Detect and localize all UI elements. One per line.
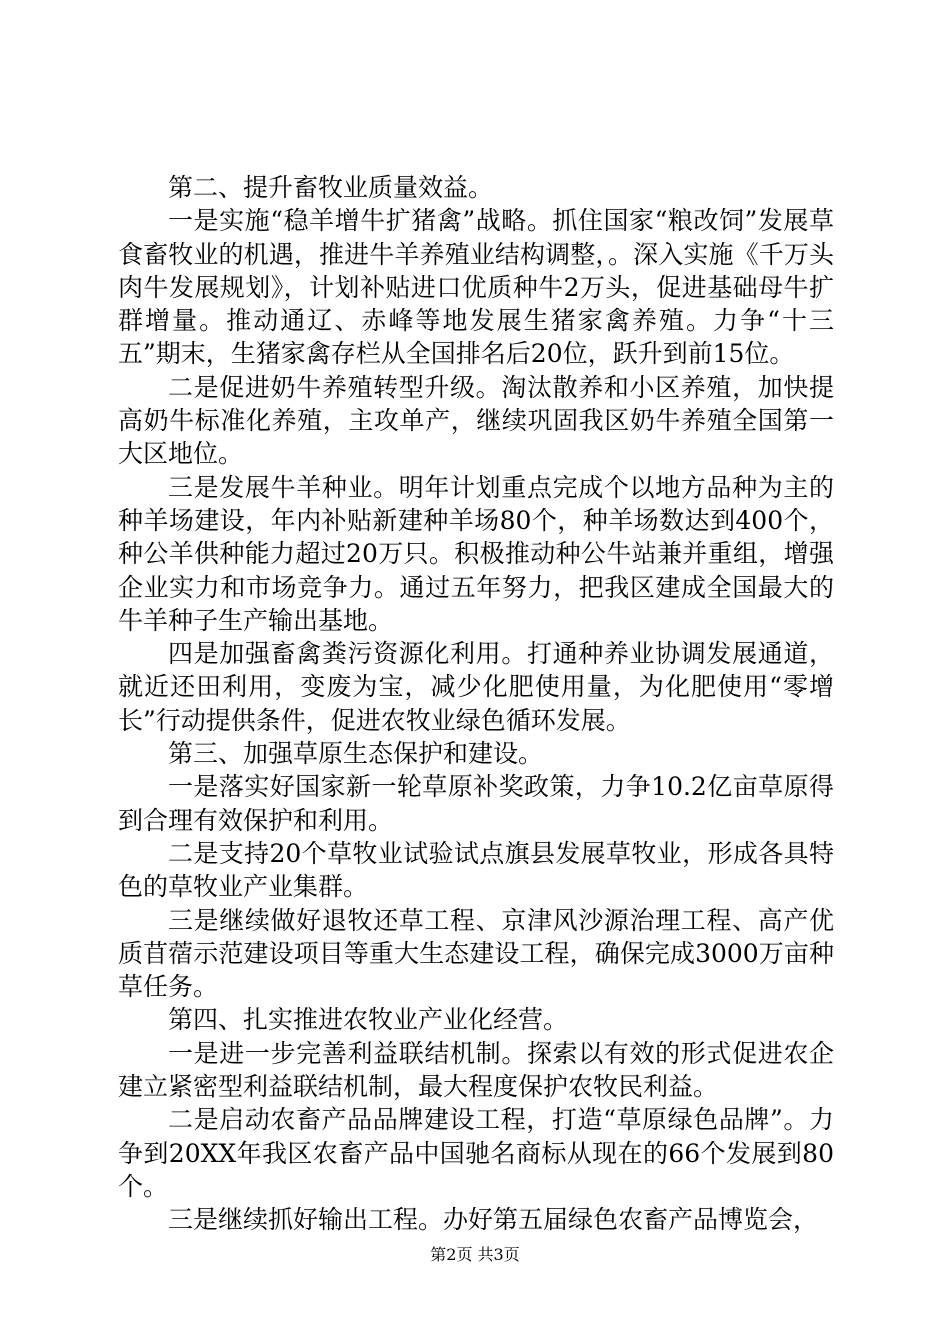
paragraph: 三是继续做好退牧还草工程、京津风沙源治理工程、高产优质苜蓿示范建设项目等重大生态建设工程，确保完成3000万亩种草任务。 xyxy=(118,905,834,1002)
paragraph: 二是支持20个草牧业试验试点旗县发展草牧业，形成各具特色的草牧业产业集群。 xyxy=(118,838,834,902)
paragraph: 第四、扎实推进农牧业产业化经营。 xyxy=(168,1005,569,1035)
paragraph: 四是加强畜禽粪污资源化利用。打通种养业协调发展通道，就近还田利用，变废为宝，减少化肥使用量，为化肥使用“零增长”行动提供条件，促进农牧业绿色循环发展。 xyxy=(118,639,834,735)
paragraph: 第三、加强草原生态保护和建设。 xyxy=(168,739,544,769)
paragraph: 二是促进奶牛养殖转型升级。淘汰散养和小区养殖，加快提高奶牛标准化养殖，主攻单产，继续巩固我区奶牛养殖全国第一大区地位。 xyxy=(118,372,834,469)
paragraph: 一是进一步完善利益联结机制。探索以有效的形式促进农企建立紧密型利益联结机制，最大程度保护农牧民利益。 xyxy=(118,1038,834,1102)
paragraph: 第二、提升畜牧业质量效益。 xyxy=(168,173,494,202)
paragraph: 三是继续抓好输出工程。办好第五届绿色农畜产品博览会， xyxy=(168,1205,819,1235)
paragraph: 二是启动农畜产品品牌建设工程，打造“草原绿色品牌”。力争到20XX年我区农畜产品中国驰名商标从现在的66个发展到80个。 xyxy=(118,1105,834,1201)
paragraph: 一是实施“稳羊增牛扩猪禽”战略。抓住国家“粮改饲”发展草食畜牧业的机遇，推进牛羊养殖业结构调整，。深入实施《千万头肉牛发展规划》，计划补贴进口优质种牛2万头，促进基础母牛扩群增量。推动通辽、赤峰等地发展生猪家禽养殖。力争“十三五”期末，生猪家禽存栏从全国排名后20位，跃升到前15位。 xyxy=(118,206,834,369)
page-footer: 第2页 共3页 xyxy=(430,1245,520,1264)
paragraph: 一是落实好国家新一轮草原补奖政策，力争10.2亿亩草原得到合理有效保护和利用。 xyxy=(118,772,834,835)
document-body xyxy=(118,171,834,1237)
paragraph: 三是发展牛羊种业。明年计划重点完成个以地方品种为主的种羊场建设，年内补贴新建种羊场80个，种羊场数达到400个，种公羊供种能力超过20万只。积极推动种公牛站兼并重组，增强企业实力和市场竞争力。通过五年努力，把我区建成全国最大的牛羊种子生产输出基地。 xyxy=(118,472,834,635)
